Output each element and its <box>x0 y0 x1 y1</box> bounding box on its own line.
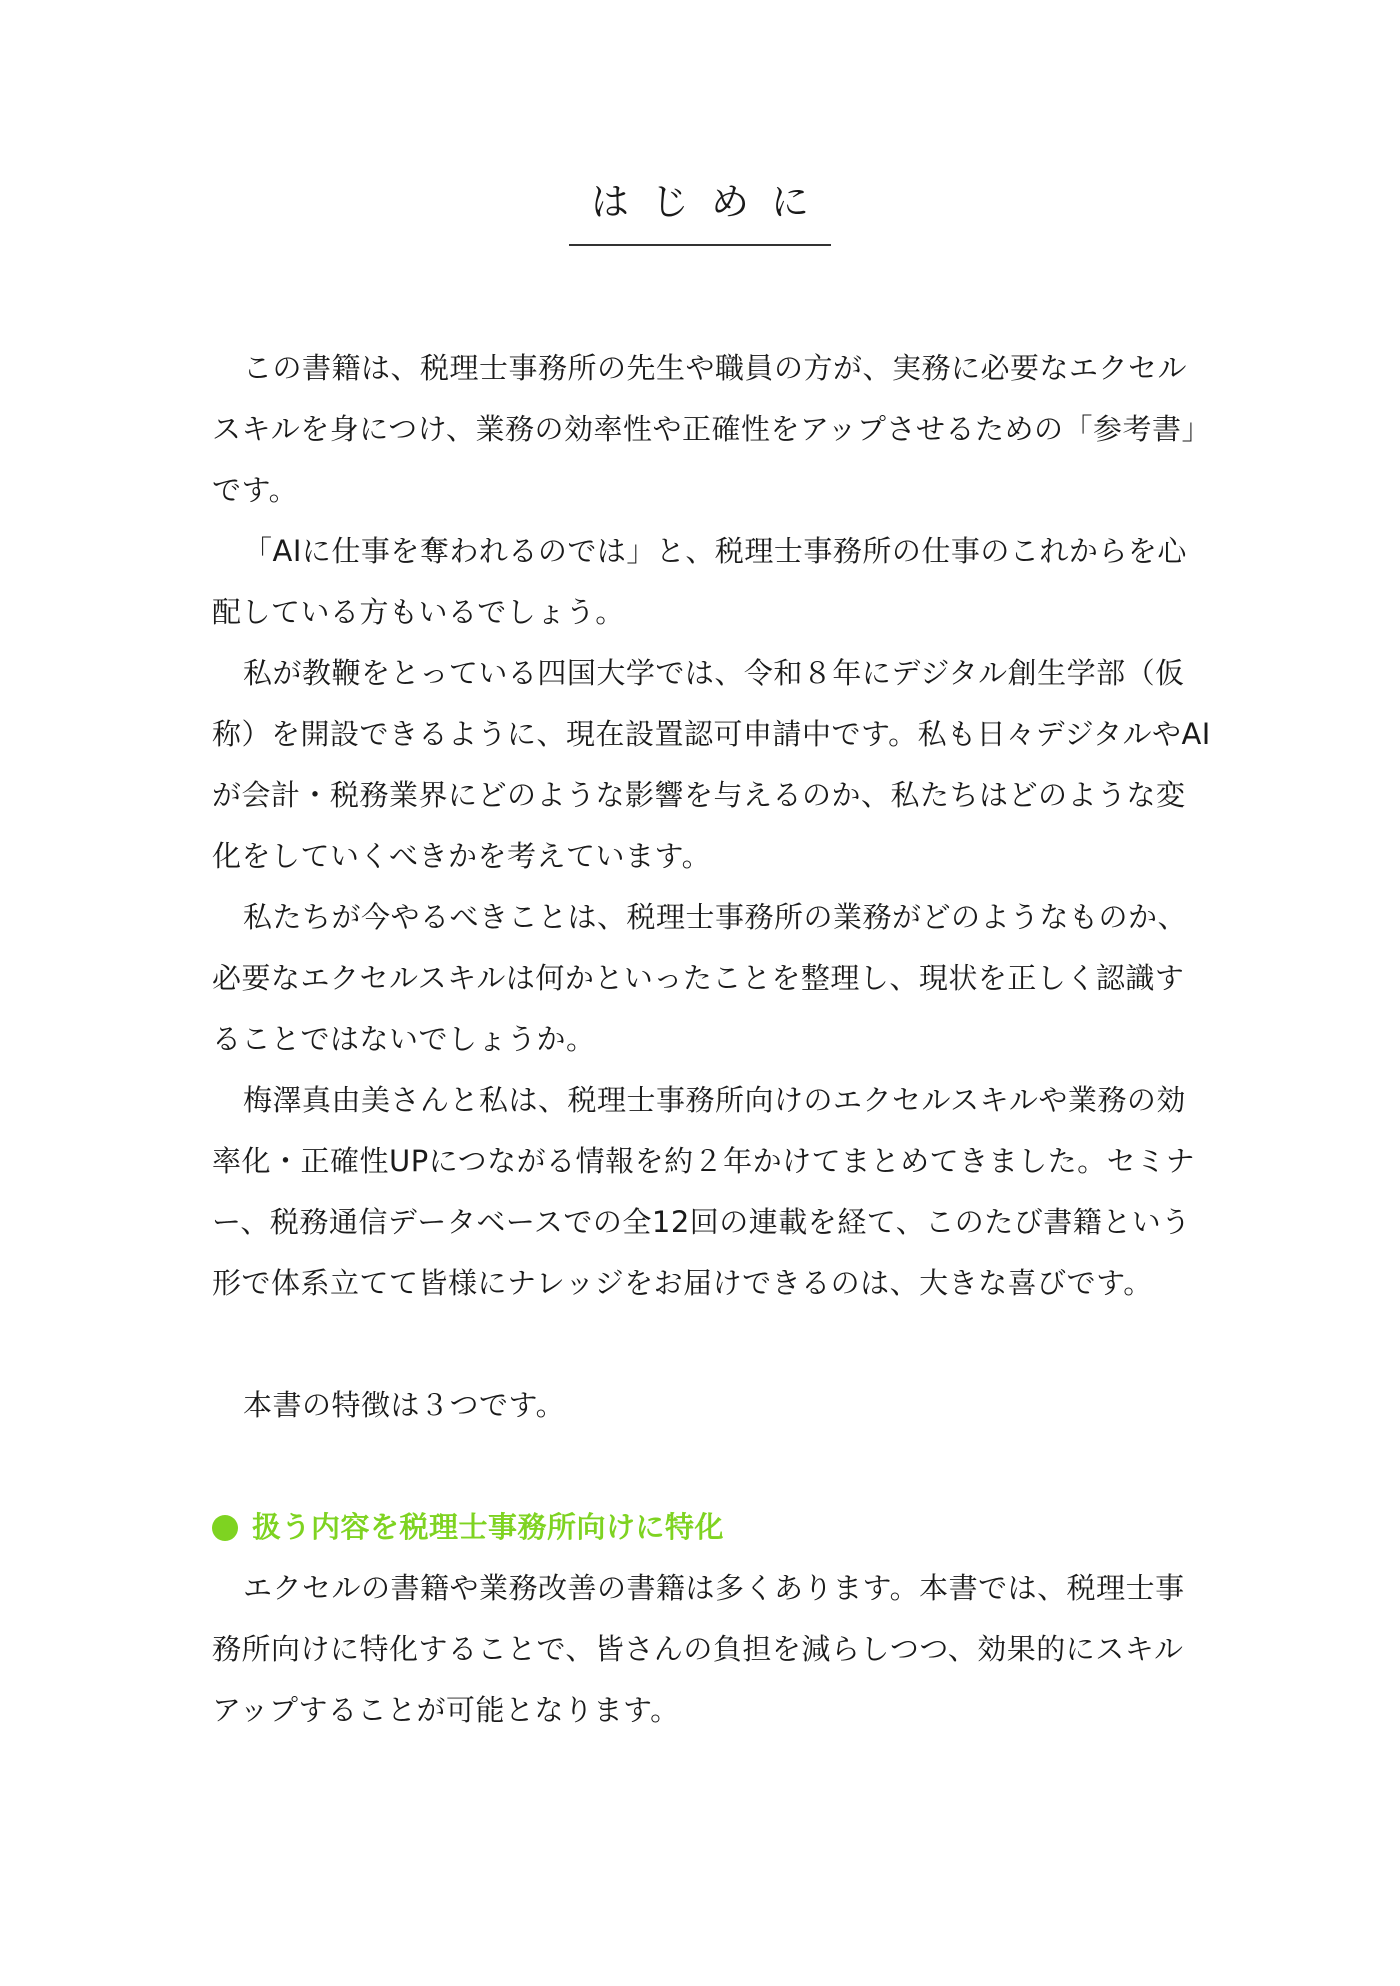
feature-text: エクセルの書籍や業務改善の書籍は多くあります。本書では、税理士事務所向けに特化することで、皆さんの負担を減らしつつ、効果的にスキルアップすることが可能となります。 <box>212 1571 1185 1727</box>
paragraph-4: 私たちが今やるべきことは、税理士事務所の業務がどのようなものか、必要なエクセルスキルは何かといったことを整理し、現状を正しく認識することではないでしょうか。 <box>212 900 1188 1056</box>
spacer <box>212 1436 1212 1497</box>
title-area <box>0 180 1400 246</box>
feature-heading <box>212 1497 1212 1558</box>
body-text <box>212 338 1212 1741</box>
features-intro: 本書の特徴は３つです。 <box>243 1388 566 1422</box>
paragraph-2: 「AIに仕事を奪われるのでは」と、税理士事務所の仕事のこれからを心配している方もいるでしょう。 <box>212 534 1187 629</box>
paragraph-5: 梅澤真由美さんと私は、税理士事務所向けのエクセルスキルや業務の効率化・正確性UPにつながる情報を約２年かけてまとめてきました。セミナー、税務通信データベースでの全12回の連載を経て、このたび書籍という形で体系立てて皆様にナレッジをお届けできるのは、大きな喜びです。 <box>212 1083 1196 1300</box>
paragraph-3: 私が教鞭をとっている四国大学では、令和８年にデジタル創生学部（仮称）を開設できるように、現在設置認可申請中です。私も日々デジタルやAIが会計・税務業界にどのような影響を与えるのか、私たちはどのような変化をしていくべきかを考えています。 <box>212 656 1211 873</box>
feature-heading-text: 扱う内容を税理士事務所向けに特化 <box>252 1510 725 1544</box>
page-title: はじめに <box>569 180 831 246</box>
spacer <box>212 1314 1212 1375</box>
paragraph-1: この書籍は、税理士事務所の先生や職員の方が、実務に必要なエクセルスキルを身につけ、業務の効率性や正確性をアップさせるための「参考書」です。 <box>212 351 1211 507</box>
bullet-icon <box>212 1515 238 1541</box>
